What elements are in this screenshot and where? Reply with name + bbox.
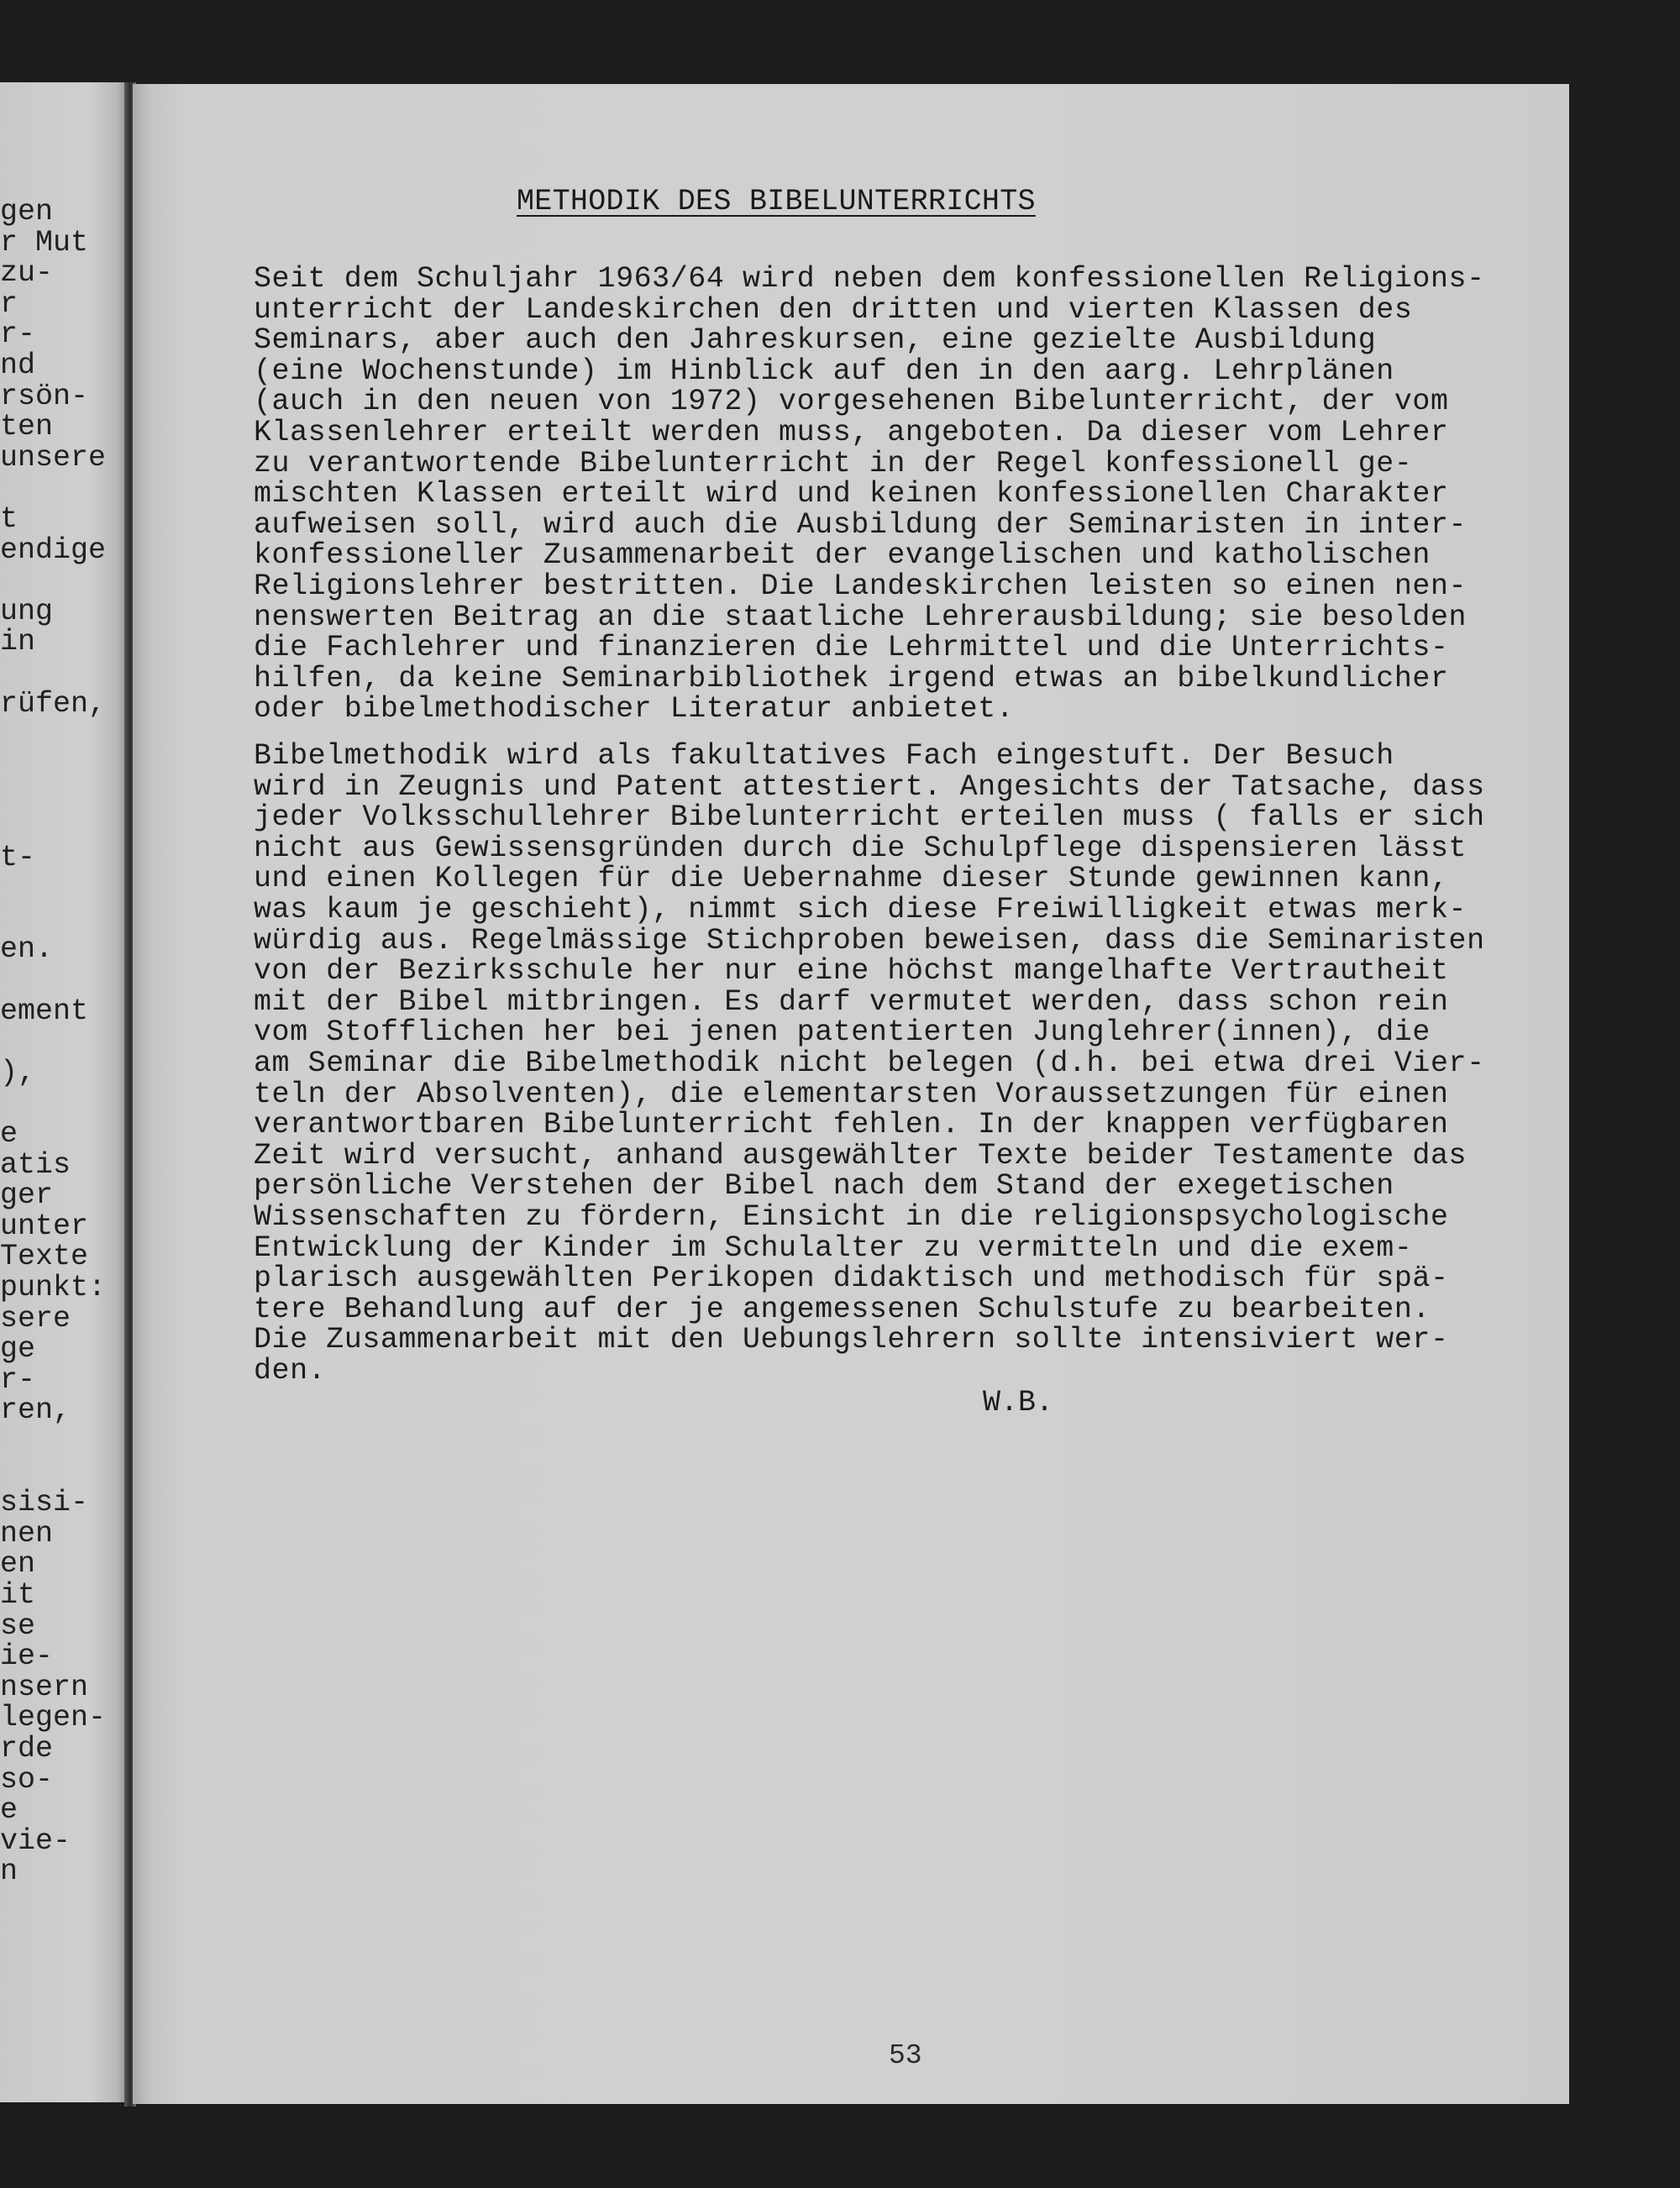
page-number: 53 <box>889 2040 922 2071</box>
left-page-text-fragment: nen <box>0 1516 54 1550</box>
left-page <box>0 82 128 2102</box>
left-page-text-fragment: ger <box>0 1178 54 1213</box>
left-page-text-fragment: so- <box>0 1762 54 1797</box>
left-page-text-fragment: en <box>0 1547 36 1582</box>
document-title: METHODIK DES BIBELUNTERRICHTS <box>517 185 1036 218</box>
paragraph-1: Seit dem Schuljahr 1963/64 wird neben dem konfessionellen Religions- unterricht der Landeskirchen den dritten und vierten Klassen des Seminars, aber auch den Jahreskursen, eine gezielte Ausbildung (eine Wochenstunde) im Hinblick auf den in den aarg. Lehrplänen (auch in den neuen von 1972) vorgesehenen Bibelunterricht, der vom Klassenlehrer erteilt werden muss, angeboten. Da dieser vom Lehrer zu verantwortende Bibelunterricht in der Regel konfessionell ge- mischten Klassen erteilt wird und keinen konfessionellen Charakter aufweisen soll, wird auch die Ausbildung der Seminaristen in inter- konfessioneller Zusammenarbeit der evangelischen und katholischen Religionslehrer bestritten. Die Landeskirchen leisten so einen nen- nenswerten Beitrag an die staatliche Lehrerausbildung; sie besolden die Fachlehrer und finanzieren die Lehrmittel und die Unterrichts- hilfen, da keine Seminarbibliothek irgend etwas an bibelkundlicher oder bibelmethodischer Literatur anbietet. <box>254 262 1485 727</box>
left-page-text-fragment: endige <box>0 533 107 567</box>
left-page-text-fragment: r- <box>0 317 36 352</box>
left-page-text-fragment: ung <box>0 594 54 628</box>
author-initials: W.B. <box>983 1386 1054 1419</box>
left-page-text-fragment: nsern <box>0 1670 89 1704</box>
left-page-text-fragment: gen <box>0 195 54 228</box>
left-page-text-fragment: ten <box>0 410 54 444</box>
left-page-text-fragment: ), <box>0 1055 36 1089</box>
left-page-text-fragment: t- <box>0 840 36 874</box>
left-page-text-fragment: e <box>0 1117 18 1151</box>
left-page-text-fragment: r <box>0 286 18 321</box>
left-page-text-fragment: sere <box>0 1301 71 1335</box>
left-page-text-fragment: atis <box>0 1147 71 1182</box>
left-page-text-fragment: legen- <box>0 1701 107 1735</box>
left-page-text-fragment: unsere <box>0 440 107 475</box>
left-page-text-fragment: punkt: <box>0 1271 107 1304</box>
paragraph-2: Bibelmethodik wird als fakultatives Fach eingestuft. Der Besuch wird in Zeugnis und Patent attestiert. Angesichts der Tatsache, dass jeder Volksschullehrer Bibelunterricht erteilen muss ( falls er sich nicht aus Gewissensgründen durch die Schulpflege dispensieren lässt und einen Kollegen für die Uebernahme dieser Stunde gewinnen kann, was kaum je geschieht), nimmt sich diese Freiwilligkeit etwas merk- würdig aus. Regelmässige Stichproben beweisen, dass die Seminaristen von der Bezirksschule her nur eine höchst mangelhafte Vertrautheit mit der Bibel mitbringen. Es darf vermutet werden, dass schon rein vom Stofflichen her bei jenen patentierten Junglehrer(innen), die am Seminar die Bibelmethodik nicht belegen (d.h. bei etwa drei Vier- teln der Absolventen), die elementarsten Voraussetzungen für einen verantwortbaren Bibelunterricht fehlen. In der knappen verfügbaren Zeit wird versucht, anhand ausgewählter Texte beider Testamente das persönliche Verstehen der Bibel nach dem Stand der exegetischen Wissenschaften zu fördern, Einsicht in die religionspsychologische Entwicklung der Kinder im Schulalter zu vermitteln und die exem- plarisch ausgewählten Perikopen didaktisch und methodisch für spä- tere Behandlung auf der je angemessenen Schulstufe zu bearbeiten. Die Zusammenarbeit mit den Uebungslehrern sollte intensiviert wer- den. <box>254 739 1485 1388</box>
left-page-text-fragment: Texte <box>0 1240 89 1274</box>
left-page-text-fragment: n <box>0 1855 18 1889</box>
left-page-text-fragment: vie- <box>0 1823 71 1858</box>
left-page-text-fragment: ren, <box>0 1393 71 1428</box>
left-page-text-fragment: zu- <box>0 256 54 291</box>
left-page-text-fragment: in <box>0 625 36 659</box>
left-page-text-fragment: rsön- <box>0 379 89 413</box>
left-page-text-fragment: rüfen, <box>0 686 107 721</box>
left-page-text-fragment: sisi- <box>0 1486 89 1520</box>
left-page-text-fragment: r Mut <box>0 225 89 260</box>
left-page-text-fragment: nd <box>0 349 36 382</box>
left-page-text-fragment: t <box>0 502 18 536</box>
left-page-text-fragment: e <box>0 1793 18 1828</box>
left-page-text-fragment: ie- <box>0 1640 54 1674</box>
left-page-text-fragment: unter <box>0 1209 89 1243</box>
left-page-text-fragment: ement <box>0 994 89 1028</box>
left-page-text-fragment: rde <box>0 1732 54 1766</box>
left-page-text-fragment: en. <box>0 932 54 967</box>
left-page-text-fragment: r- <box>0 1362 36 1397</box>
left-page-text-fragment: it <box>0 1578 36 1612</box>
left-page-text-fragment: se <box>0 1608 36 1643</box>
left-page-text-fragment: ge <box>0 1332 36 1367</box>
